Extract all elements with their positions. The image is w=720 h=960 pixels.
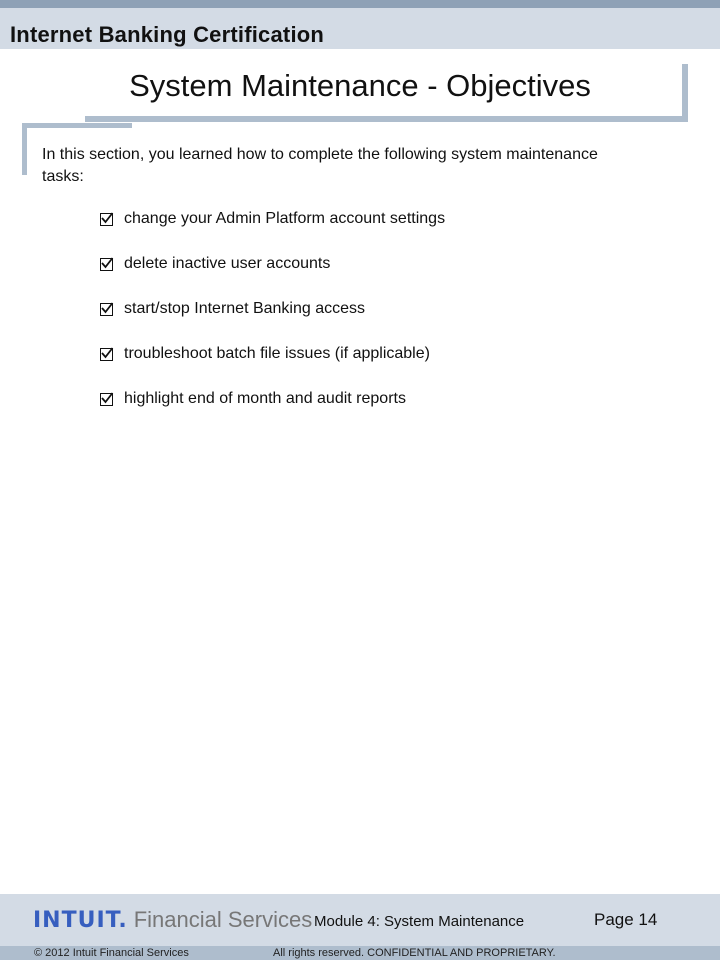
checkbox-checked-icon — [100, 213, 113, 226]
checkbox-checked-icon — [100, 393, 113, 406]
objective-label: highlight end of month and audit reports — [124, 390, 406, 407]
objective-label: start/stop Internet Banking access — [124, 300, 366, 317]
page-title: System Maintenance - Objectives — [129, 68, 591, 103]
rights-text: All rights reserved. CONFIDENTIAL AND PROPRIETARY. — [273, 947, 556, 959]
objective-item — [100, 389, 445, 434]
content-accent-vertical — [22, 123, 27, 175]
copyright-text: © 2012 Intuit Financial Services — [34, 947, 189, 959]
objective-item — [100, 209, 445, 254]
checkbox-checked-icon — [100, 303, 113, 316]
header-title: Internet Banking Certification — [10, 22, 325, 47]
checkbox-checked-icon — [100, 258, 113, 271]
objective-label: delete inactive user accounts — [124, 255, 331, 272]
module-label: Module 4: System Maintenance — [314, 913, 525, 930]
intro-text: In this section, you learned how to complete the following system maintenance tasks: — [42, 146, 598, 185]
title-accent-horizontal — [85, 116, 688, 122]
header-band — [0, 8, 720, 49]
logo-brand: INTUIT. — [33, 908, 128, 933]
checkbox-checked-icon — [100, 348, 113, 361]
objective-item — [100, 299, 445, 344]
objectives-list — [100, 209, 445, 434]
logo-subtitle: Financial Services — [133, 907, 313, 932]
top-accent-strip — [0, 0, 720, 8]
objective-item — [100, 344, 445, 389]
objective-label: change your Admin Platform account settings — [124, 210, 446, 227]
page-number: Page 14 — [594, 910, 658, 929]
intuit-logo — [33, 906, 312, 934]
objective-label: troubleshoot batch file issues (if applicable) — [124, 345, 430, 362]
objective-item — [100, 254, 445, 299]
content-accent-horizontal — [22, 123, 132, 128]
